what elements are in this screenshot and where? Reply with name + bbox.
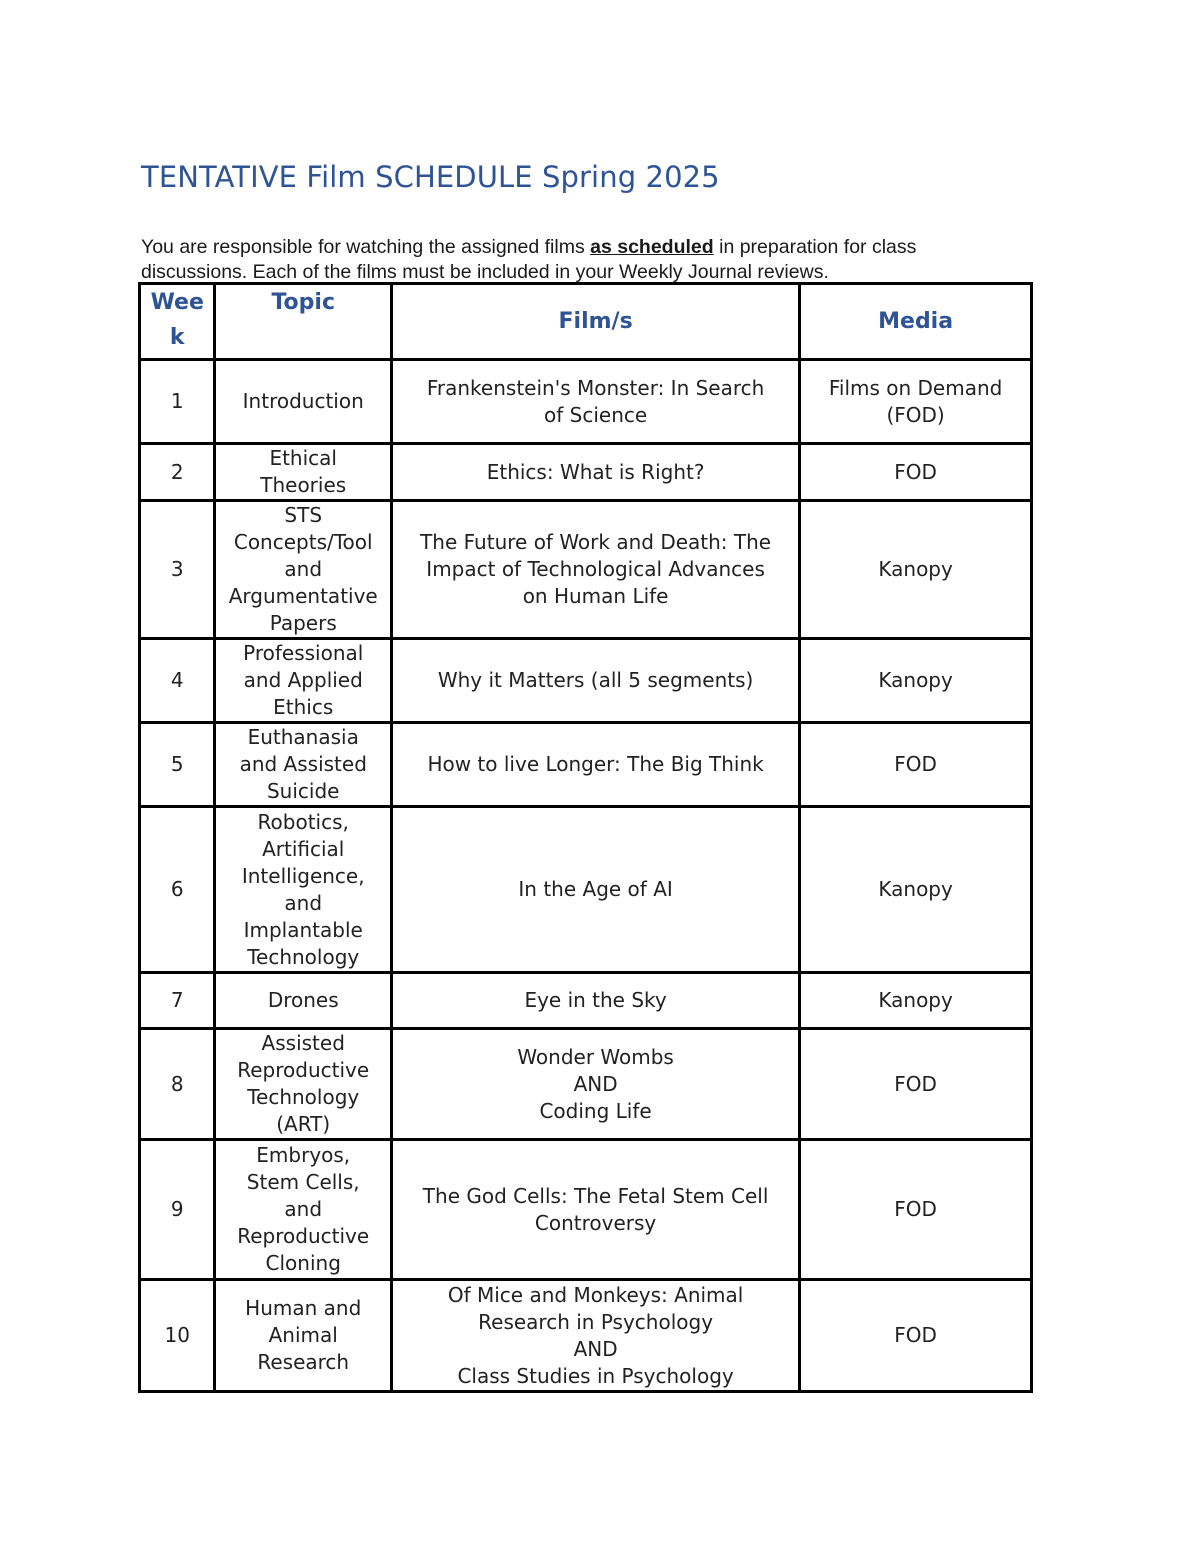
- table-row: [140, 639, 1032, 723]
- topic-cell-line: Technology: [247, 944, 360, 969]
- topic-cell-line: Introduction: [242, 389, 364, 413]
- media-cell: [800, 1280, 1032, 1392]
- topic-cell-line: Implantable: [243, 917, 363, 942]
- film-cell-line: Ethics: What is Right?: [486, 459, 705, 484]
- table-row: [140, 1140, 1032, 1280]
- header-media: Media: [800, 284, 1032, 360]
- header-week-line: k: [169, 325, 185, 350]
- topic-cell-line: Cloning: [265, 1251, 341, 1275]
- header-films: Film/s: [391, 284, 799, 360]
- topic-cell-line: Drones: [267, 988, 339, 1012]
- film-cell-line: Of Mice and Monkeys: Animal: [447, 1282, 744, 1307]
- intro-paragraph: [141, 235, 1021, 285]
- week-cell: 8: [140, 1029, 215, 1140]
- film-cell-line: on Human Life: [522, 584, 669, 608]
- table-row: [140, 501, 1032, 639]
- film-cell: [391, 1280, 799, 1392]
- topic-cell-line: Reproductive: [237, 1058, 370, 1082]
- topic-cell-line: Euthanasia: [247, 725, 359, 749]
- media-cell-line: Kanopy: [878, 988, 953, 1012]
- table-row: [140, 973, 1032, 1029]
- media-cell: [800, 639, 1032, 723]
- film-cell: [391, 639, 799, 723]
- topic-cell-line: Ethics: [273, 695, 334, 719]
- media-cell-line: Kanopy: [878, 668, 953, 692]
- header-topic: Topic: [215, 284, 391, 360]
- table-row: [140, 1029, 1032, 1140]
- film-cell: [391, 444, 799, 501]
- table-row: [140, 444, 1032, 501]
- film-cell: [391, 807, 799, 973]
- film-cell: [391, 501, 799, 639]
- media-cell: [800, 444, 1032, 501]
- film-cell-line: In the Age of AI: [518, 877, 673, 901]
- film-cell-line: The Future of Work and Death: The: [420, 530, 772, 554]
- table-row: [140, 723, 1032, 807]
- topic-cell-line: Human and: [245, 1296, 362, 1320]
- film-cell-line: Why it Matters (all 5 segments): [437, 668, 754, 692]
- topic-cell-line: Research: [257, 1350, 350, 1374]
- header-week-line: Wee: [150, 290, 204, 315]
- table-row: [140, 807, 1032, 973]
- film-schedule-table: [138, 282, 1033, 1393]
- topic-cell-line: Technology: [247, 1085, 360, 1109]
- week-cell: 5: [140, 723, 215, 807]
- header-week: [140, 284, 215, 360]
- table-row: [140, 360, 1032, 444]
- media-cell-line: FOD: [894, 1323, 937, 1347]
- film-cell-line: AND: [573, 1071, 618, 1096]
- media-cell: [800, 723, 1032, 807]
- topic-cell-line: Papers: [269, 611, 337, 635]
- topic-cell: [215, 360, 391, 444]
- film-cell-line: Eye in the Sky: [524, 988, 667, 1012]
- topic-cell: [215, 1280, 391, 1392]
- film-cell: [391, 360, 799, 444]
- topic-cell-line: Embryos,: [256, 1143, 351, 1167]
- media-cell-line: FOD: [894, 1071, 937, 1096]
- topic-cell-line: Professional: [243, 641, 364, 665]
- topic-cell-line: Assisted: [261, 1031, 345, 1055]
- week-cell: 6: [140, 807, 215, 973]
- table-row: [140, 1280, 1032, 1392]
- topic-cell-line: and: [284, 1197, 323, 1221]
- media-cell: [800, 1140, 1032, 1280]
- topic-cell-line: Concepts/Tool: [233, 530, 373, 554]
- film-cell-line: Coding Life: [539, 1098, 652, 1123]
- media-cell-line: FOD: [894, 459, 937, 484]
- topic-cell-line: (ART): [276, 1112, 331, 1136]
- topic-cell: [215, 501, 391, 639]
- topic-cell: [215, 639, 391, 723]
- topic-cell-line: Artificial: [262, 836, 345, 861]
- topic-cell-line: Ethical: [269, 446, 337, 470]
- topic-cell: [215, 1029, 391, 1140]
- week-cell: 9: [140, 1140, 215, 1280]
- media-cell: [800, 501, 1032, 639]
- film-cell-line: How to live Longer: The Big Think: [427, 752, 764, 776]
- media-cell-line: FOD: [894, 752, 937, 776]
- topic-cell: [215, 973, 391, 1029]
- topic-cell-line: Suicide: [266, 779, 340, 803]
- topic-cell-line: and Applied: [243, 668, 363, 692]
- film-cell-line: AND: [573, 1336, 618, 1361]
- topic-cell: [215, 807, 391, 973]
- media-cell: [800, 1029, 1032, 1140]
- topic-cell-line: Stem Cells,: [246, 1170, 360, 1194]
- intro-text-before: You are responsible for watching the assigned films: [141, 236, 591, 258]
- film-cell-line: Controversy: [534, 1210, 657, 1235]
- film-cell-line: The God Cells: The Fetal Stem Cell: [422, 1183, 769, 1208]
- film-cell-line: Research in Psychology: [478, 1309, 714, 1334]
- film-cell: [391, 1140, 799, 1280]
- film-cell-line: Frankenstein's Monster: In Search: [426, 375, 765, 400]
- topic-cell-line: Intelligence,: [241, 863, 365, 888]
- week-cell: 1: [140, 360, 215, 444]
- week-cell: 4: [140, 639, 215, 723]
- film-cell-line: Class Studies in Psychology: [457, 1363, 734, 1388]
- week-cell: 7: [140, 973, 215, 1029]
- topic-cell-line: and: [284, 557, 323, 581]
- media-cell-line: (FOD): [886, 402, 945, 427]
- topic-cell-line: Theories: [260, 473, 347, 497]
- media-cell: [800, 360, 1032, 444]
- week-cell: 2: [140, 444, 215, 501]
- topic-cell-line: Argumentative: [228, 584, 378, 608]
- header-row: [140, 284, 1032, 360]
- media-cell-line: Films on Demand: [828, 375, 1003, 400]
- film-cell: [391, 723, 799, 807]
- media-cell-line: Kanopy: [878, 557, 953, 581]
- topic-cell-line: Reproductive: [237, 1224, 370, 1248]
- page-title: TENTATIVE Film SCHEDULE Spring 2025: [141, 160, 720, 194]
- week-cell: 10: [140, 1280, 215, 1392]
- week-cell: 3: [140, 501, 215, 639]
- media-cell-line: FOD: [894, 1197, 937, 1221]
- topic-cell-line: Animal: [268, 1323, 338, 1347]
- topic-cell: [215, 444, 391, 501]
- topic-cell-line: STS: [284, 503, 323, 527]
- topic-cell: [215, 1140, 391, 1280]
- film-cell-line: Impact of Technological Advances: [426, 557, 765, 581]
- schedule-body: [140, 360, 1032, 1392]
- film-cell: [391, 973, 799, 1029]
- film-cell-line: of Science: [544, 402, 648, 427]
- media-cell: [800, 973, 1032, 1029]
- film-cell-line: Wonder Wombs: [517, 1044, 674, 1069]
- topic-cell-line: Robotics,: [257, 809, 349, 834]
- media-cell-line: Kanopy: [878, 877, 953, 901]
- topic-cell-line: and: [284, 890, 323, 915]
- intro-emphasis: as scheduled: [590, 236, 714, 258]
- film-cell: [391, 1029, 799, 1140]
- intro-text-after: in preparation for class discussions. Each of the films must be included in your Weekly Journal reviews.: [141, 236, 917, 283]
- topic-cell-line: and Assisted: [239, 752, 367, 776]
- topic-cell: [215, 723, 391, 807]
- media-cell: [800, 807, 1032, 973]
